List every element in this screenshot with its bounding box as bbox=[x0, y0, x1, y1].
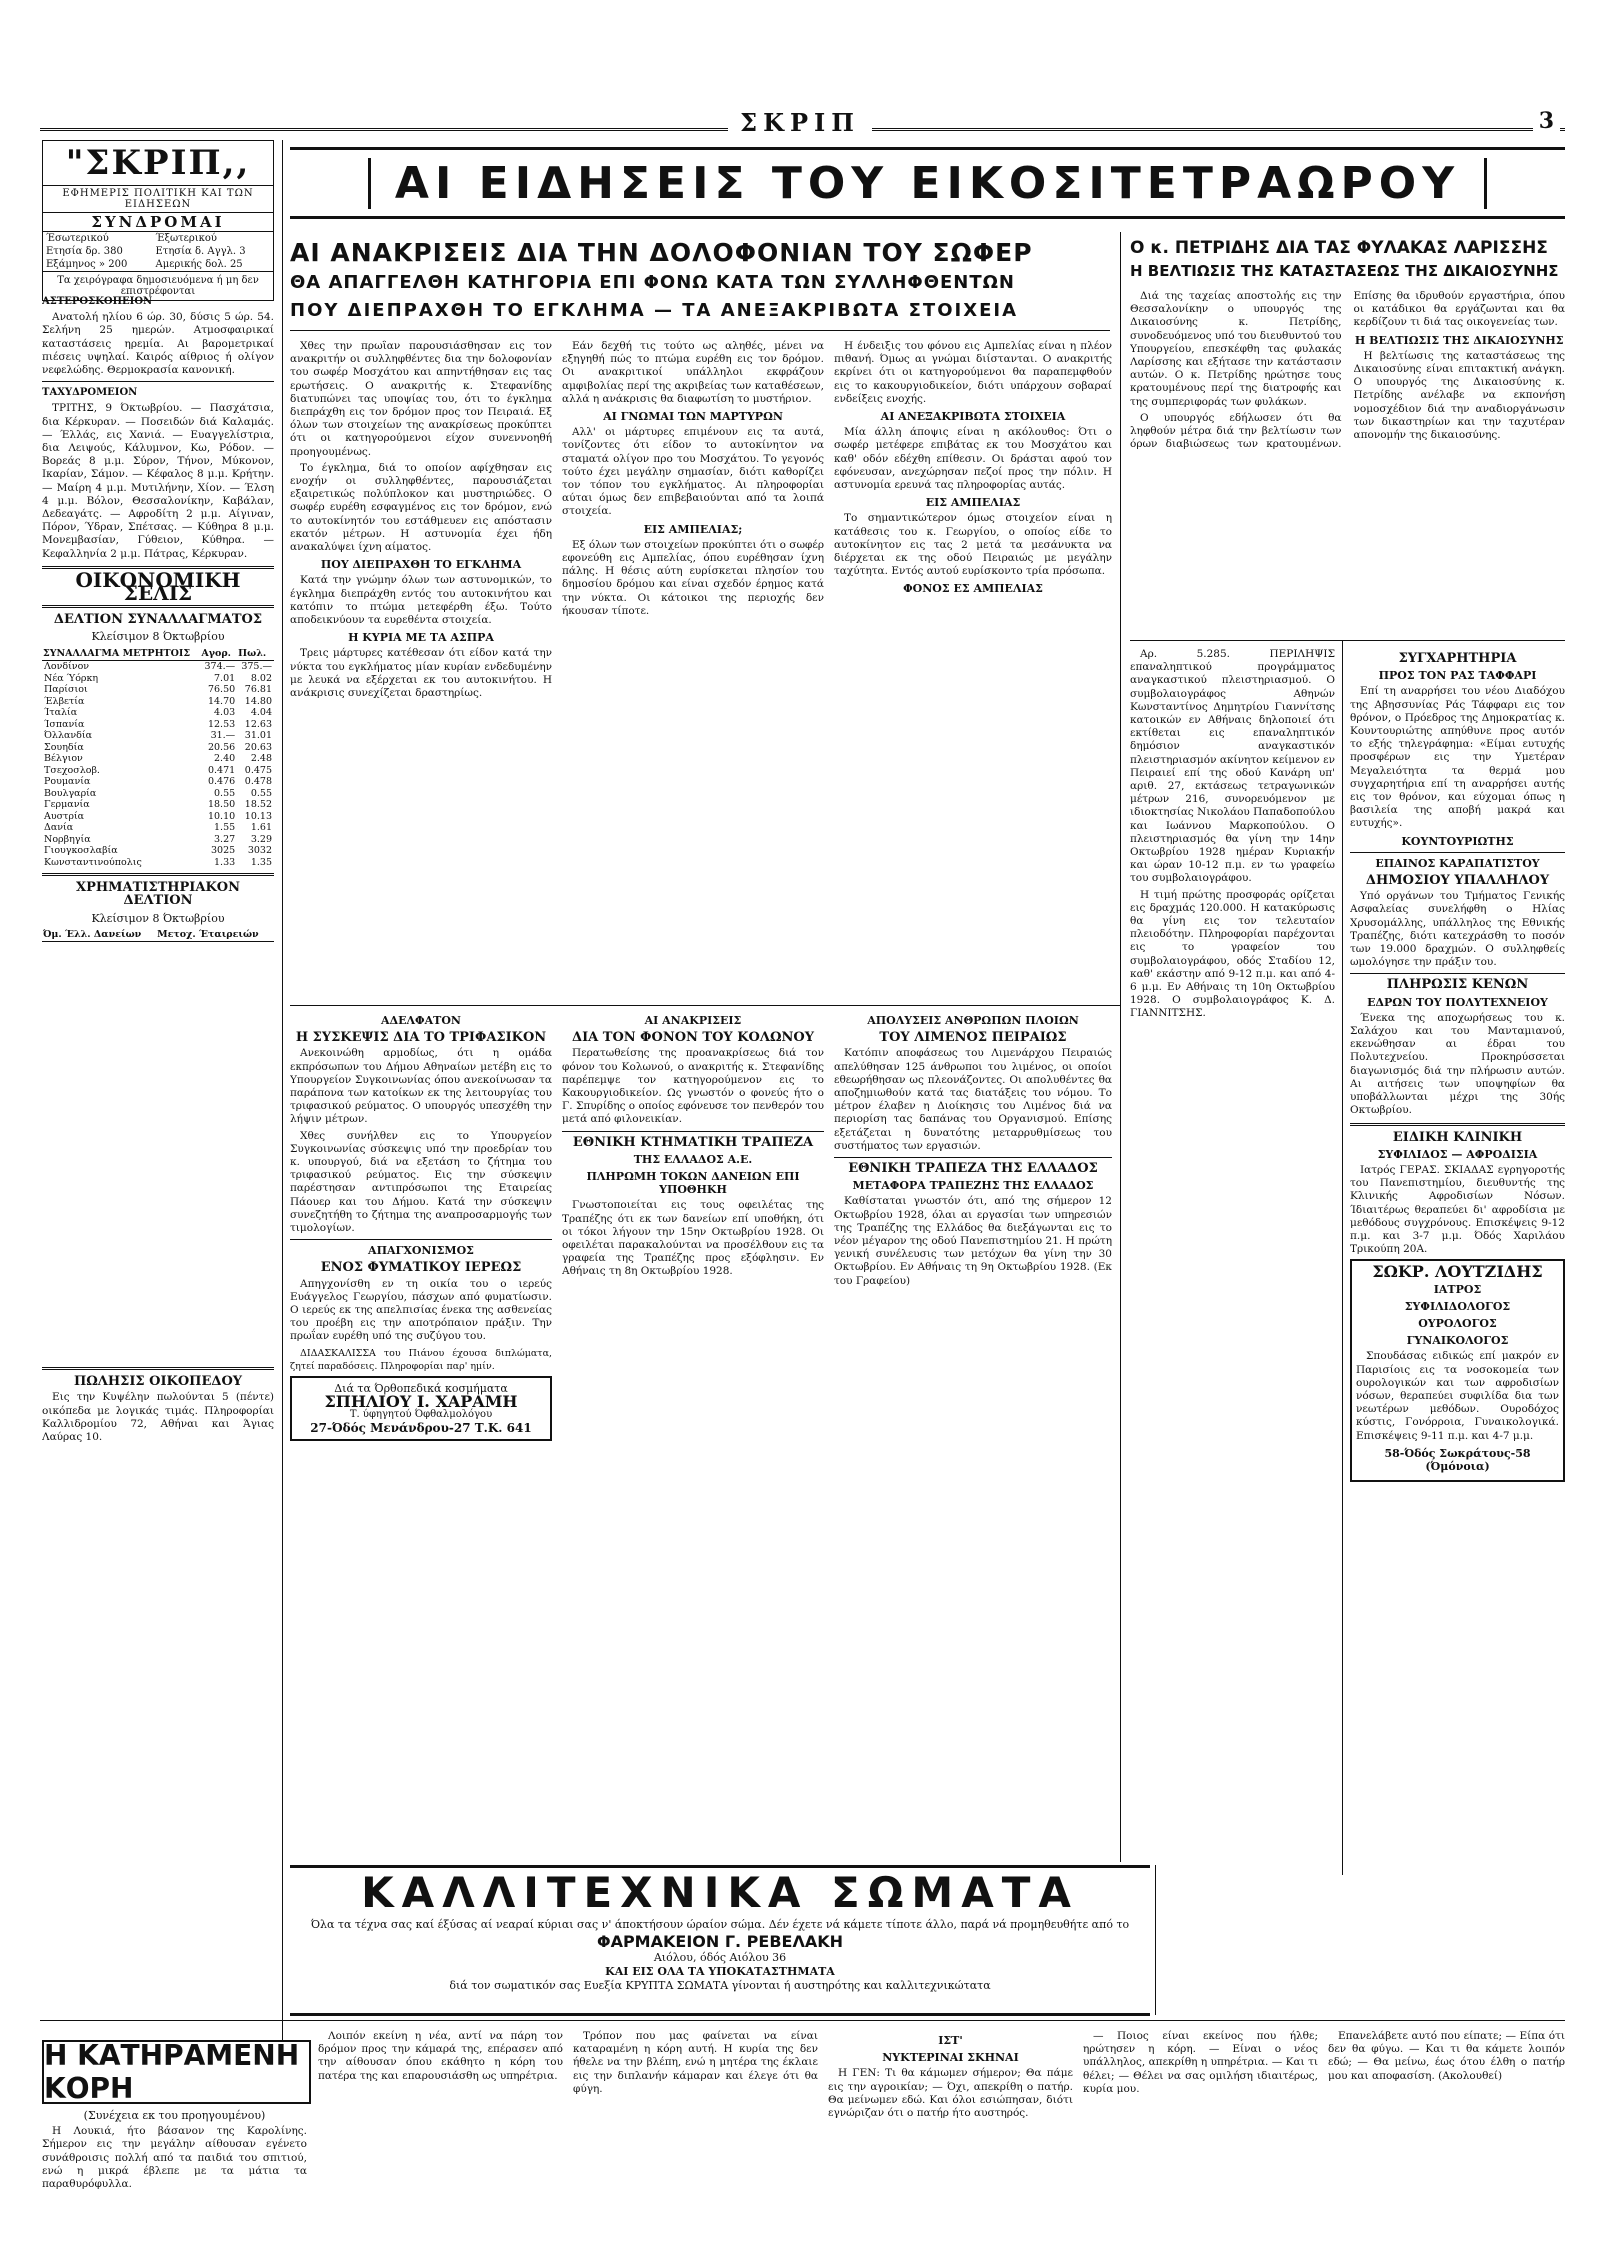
kleptis2-title-2: ΕΔΡΩΝ ΤΟΥ ΠΟΛΥΤΕΧΝΕΙΟΥ bbox=[1367, 995, 1548, 1009]
kolonou-title: ΔΙΑ ΤΟΝ ΦΟΝΟΝ ΤΟΥ ΚΟΛΩΝΟΥ bbox=[571, 1030, 815, 1046]
right-text-2: Ο υπουργός εδήλωσεν ότι θα ληφθούν μέτρα διά την βελτίωσιν των όρων διαβιώσεως των κρατουμένων. Επίσης θα ιδρυθούν εργαστήρια, όπου οι κατάδικοι θα εργάζωνται και θα κερδίζουν τι διά τας οικογενείας των. bbox=[1130, 290, 1565, 451]
exchange-title: ΔΕΛΤΙΟΝ ΣΥΝΑΛΛΑΓΜΑΤΟΣ bbox=[53, 612, 263, 628]
exchange-currency: Λονδίνον bbox=[44, 661, 90, 673]
kalli-pharmacy: ΦΑΡΜΑΚΕΙΟΝ Γ. ΡΕΒΕΛΑΚΗ bbox=[596, 1932, 844, 1951]
exchange-currency: Ίσπανία bbox=[44, 718, 85, 730]
exchange-currency: Νορβηγία bbox=[44, 833, 91, 845]
subscriptions-table bbox=[43, 232, 273, 271]
exchange-row bbox=[42, 684, 274, 696]
lead-text-3: Η ένδειξις του φόνου εις Αμπελίας είναι η πλέον πιθανή. Όμως αι γνώμαι διίστανται. Ο ανακριτής εκρίνει ότι οι κατηγορούμενοι θα παραπεμφθούν εις το κακουργιοδικείον, διότι υπάρχουν σοβαραί ενδείξεις ενοχής. bbox=[834, 340, 1112, 405]
plots-text: Εις την Κυψέλην πωλούνται 5 (πέντε) οικόπεδα με λογικάς τιμάς. Πληροφορίαι Καλλιδρομίου 72, Αθήναι και Άγιας Λαύρας 10. bbox=[42, 1391, 274, 1444]
kallitexnika-ad bbox=[290, 1865, 1150, 2016]
exchange-sell: 2.48 bbox=[250, 753, 272, 765]
exchange-sell: 0.475 bbox=[244, 764, 272, 776]
exchange-currency: Ίταλία bbox=[44, 707, 78, 719]
kleptis-title-2: ΔΗΜΟΣΙΟΥ ΥΠΑΛΛΗΛΟΥ bbox=[1365, 873, 1550, 889]
sub-row2-label: Εξάμηνος » 200 bbox=[46, 259, 128, 270]
ktimatiki-title-2: ΤΗΣ ΕΛΛΑΔΟΣ Α.Ε. bbox=[633, 1152, 753, 1166]
exchange-buy: 12.53 bbox=[207, 718, 236, 730]
serial-text-5: — Ποιος είναι εκείνος που ήλθε; ηρώτησεν η κόρη. — Είναι ο νέος υπάλληλος, απεκρίθη η υπηρέτρια. — Και τι θέλει; — Θέλει να σας ομιλήση ιδιαιτέρως, κυρία μου. bbox=[1083, 2030, 1318, 2095]
kalli-title: ΚΑΛΛΙΤΕΧΝΙΚΑ ΣΩΜΑΤΑ bbox=[361, 1868, 1079, 1917]
serial-text-6: Επανελάβετε αυτό που είπατε; — Είπα ότι δεν θα φύγω. — Και τι θα κάμετε λοιπόν εδώ; — Θα μείνω, έως ότου έλθη ο πατήρ μου και αποφασίση. (Ακολουθεί) bbox=[1328, 2030, 1565, 2082]
synharitiria-text: Επί τη αναρρήσει του νέου Διαδόχου της Αβησσυνίας Ράς Τάφφαρι εις τον θρόνον, ο Πρόεδρος της Δημοκρατίας κ. Κουντουριώτης απηύθυνε προς αυτόν το εξής τηλεγράφημα: «Είμαι ευτυχής προσφέρων εις την Υμετέραν Μεγαλειότητα τα θερμά μου συγχαρητήρια επί τη αναρρήσει αυτής εις τον θρόνον, και εύχομαι όπως η βασιλεία της αποβή μακρά και ευτυχής». bbox=[1350, 685, 1565, 830]
exchange-currency: Τσεχοσλοβ. bbox=[44, 764, 100, 776]
exchange-currency: Βουλγαρία bbox=[44, 787, 97, 799]
exchange-buy: 0.471 bbox=[207, 764, 236, 776]
serial-title: Η ΚΑΤΗΡΑΜΕΝΗ ΚΟΡΗ bbox=[42, 2040, 311, 2104]
doctor-address: 58-Όδός Σωκράτους-58 (Όμόνοια) bbox=[1384, 1446, 1531, 1473]
exchange-sell: 375.— bbox=[241, 661, 272, 673]
right-story bbox=[1130, 290, 1565, 635]
stock-title: ΧΡΗΜΑΤΙΣΤΗΡΙΑΚΟΝ ΔΕΛΤΙΟΝ bbox=[76, 880, 240, 909]
exchange-sell: 1.35 bbox=[250, 856, 272, 868]
exchange-buy: 1.33 bbox=[214, 856, 236, 868]
column-rule bbox=[282, 140, 283, 2040]
running-head: ΣΚΡΙΠ bbox=[0, 108, 1600, 137]
lead-text-1c: Κατά την γνώμην όλων των αστυνομικών, το έγκλημα διεπράχθη εντός του αυτοκινήτου και κατόπιν το πτώμα μετεφέρθη έξω. Τούτο αποδεικνύουν τα ευρεθέντα στοιχεία. bbox=[290, 574, 552, 627]
clinic-sub: ΣΥΦΙΛΙΔΟΣ — ΑΦΡΟΔΙΣΙΑ bbox=[1377, 1147, 1538, 1161]
exchange-sell: 76.81 bbox=[244, 684, 272, 696]
exchange-sell: 14.80 bbox=[244, 695, 272, 707]
lead-text-2b: Αλλ' οι μάρτυρες επιμένουν εις τα αυτά, τονίζοντες ότι είδον το αυτοκίνητον να σταματά ολίγον προ του Μοσχάτου. Το γεγονός τούτο έχει μεγάλην σημασίαν, διότι καθορίζει τον τόπον του εγκλήματος. Αι πληροφορίαι αύται όμως δεν επιβεβαιούνται από τα λοιπά στοιχεία. bbox=[562, 426, 824, 518]
trifasikon-title: Η ΣΥΣΚΕΨΙΣ ΔΙΑ ΤΟ ΤΡΙΦΑΣΙΚΟΝ bbox=[295, 1030, 547, 1046]
doctor-text: Σπουδάσας ειδικώς επί μακρόν εν Παρισίοις εις τα νοσοκομεία των ουρολογικών και των αφροδισίων νόσων, θεραπεύει συφιλίδα δια των νεωτέρων μεθόδων. Ουροδόχος κύστις, Γονόρροια, Γυναικολογικά. Επισκέψεις 9-11 π.μ. και 4-7 μ.μ. bbox=[1356, 1350, 1559, 1442]
exchange-currency: Όλλανδία bbox=[44, 730, 93, 742]
sub-witnesses: ΑΙ ΓΝΩΜΑΙ ΤΩΝ ΜΑΡΤΥΡΩΝ bbox=[603, 410, 783, 424]
exchange-sell: 10.13 bbox=[244, 810, 272, 822]
synharitiria-sub: ΠΡΟΣ ΤΟΝ ΡΑΣ ΤΑΦΦΑΡΙ bbox=[1378, 669, 1537, 683]
kalli-tail: διά τον σωματικόν σας Ευεξία ΚΡΥΠΤΑ ΣΩΜΑΤΑ γίνονται ή αυστηρότης και καλλιτεχνικώτατα bbox=[449, 1979, 991, 1992]
lead-text-1d: Τρεις μάρτυρες κατέθεσαν ότι είδον κατά την νύκτα του εγκλήματος μίαν κυρίαν ενδεδυμένην με λευκά να εξέρχεται εκ του αυτοκινήτου. Η ανάκρισις συνεχίζεται δραστηρίως. bbox=[290, 647, 552, 700]
exchange-currency: Ρουμανία bbox=[44, 776, 91, 788]
manuscripts-note: Τα χειρόγραφα δημοσιευόμενα ή μη δεν επιστρέφονται bbox=[43, 271, 273, 300]
ktimatiki-title-3: ΠΛΗΡΩΜΗ ΤΟΚΩΝ ΔΑΝΕΙΩΝ ΕΠΙ ΥΠΟΘΗΚΗ bbox=[586, 1170, 800, 1197]
exchange-row bbox=[42, 730, 274, 742]
exchange-buy: 4.03 bbox=[214, 707, 236, 719]
serial-text-1: Η Λουκιά, ήτο βάσανον της Καρολίνης. Σήμερον εις την μεγάλην αίθουσαν εγένετο συνάθροισις πολλή από τα παιδιά του σπιτιού, ενώ η μικρά έβλεπε με τα μάτια τα παραθυρόφυλλα. bbox=[42, 2125, 307, 2191]
sub-where: ΠΟΥ ΔΙΕΠΡΑΧΘΗ ΤΟ ΕΓΚΛΗΜΑ bbox=[320, 558, 522, 572]
banner-title: ΑΙ ΕΙΔΗΣΕΙΣ ΤΟΥ ΕΙΚΟΣΙΤΕΤΡΑΩΡΟΥ bbox=[368, 158, 1487, 209]
page-number: 3 bbox=[1533, 108, 1560, 134]
serial-intro: (Συνέχεια εκ του προηγουμένου) bbox=[83, 2109, 266, 2122]
lead-column-2 bbox=[562, 340, 824, 1000]
exchange-currency: Βέλγιον bbox=[44, 753, 83, 765]
orf-line-1: Διά τα Όρθοπεδικά κοσμήματα bbox=[334, 1382, 508, 1396]
ierews-text: Απηγχονίσθη εν τη οικία του ο ιερεύς Ευάγγελος Γεωργίου, πάσχων από φυματίωσιν. Ο ιερεύς εκ της απελπισίας ένεκα της ασθενείας του προέβη εις την αποτρόπαιον πράξιν. Την πρωΐαν ευρέθη υπό της συζύγου του. bbox=[290, 1277, 552, 1343]
right-rule bbox=[1130, 640, 1565, 641]
exchange-sell: 18.52 bbox=[244, 799, 272, 811]
exchange-row bbox=[42, 845, 274, 857]
night-title-1: ΙΣΤ' bbox=[938, 2034, 963, 2047]
exchange-buy: 20.56 bbox=[207, 741, 236, 753]
column-rule bbox=[1342, 640, 1343, 1875]
sub-lady: Η ΚΥΡΙΑ ΜΕ ΤΑ ΑΣΠΡΑ bbox=[348, 631, 494, 645]
lead-text-1b: Το έγκλημα, διά το οποίον αφίχθησαν εις ενοχήν οι συλληφθέντες, παρουσιάζεται εξαιρετικώς πολύπλοκον και μυστηριώδες. Ο σωφέρ ευρέθη εσφαγμένος εις τον δρόμον, ενώ το αυτοκίνητόν του εστάθμευεν εις απόστασιν εκατόν μέτρων. Η αστυνομία έχει ήδη ανακαλύψει ίχνη αίματος. bbox=[290, 461, 552, 554]
adelfaton-text: Ανεκοινώθη αρμοδίως, ότι η ομάδα εκπρόσωπων του Δήμου Αθηναίων μετέβη εις το Υπουργείον Συγκοινωνίας όπου ανεκοίνωσαν τα παράπονα των κατοίκων εκ της λειτουργίας του τριφασικού ρεύματος. Ο υπουργός υπεσχέθη την λήψιν μέτρων. bbox=[290, 1047, 552, 1126]
ethniki-text: Καθίσταται γνωστόν ότι, από της σήμερον 12 Οκτωβρίου 1928, όλαι αι εργασίαι των υπηρεσιών της Τραπέζης της Ελλάδος θα διεξάγωνται εις το νέον μέγαρον της οδού Πανεπιστημίου 21. Η πρώτη γενική συνέλευσις των μετόχων θα γίνη την 30 Οκτωβρίου. Εν Αθήναις τη 9η Οκτωβρίου 1928. (Εκ του Γραφείου) bbox=[834, 1195, 1112, 1287]
economy-title: ΟΙΚΟΝΟΜΙΚΗ ΣΕΛΙΣ bbox=[75, 567, 241, 606]
exchange-buy: 14.70 bbox=[207, 695, 236, 707]
sub-murder: ΦΟΝΟΣ ΕΣ ΑΜΠΕΛΙΑΣ bbox=[903, 582, 1043, 596]
serial-text-3: Τρόπον που μας φαίνεται να είναι καταραμένη η κόρη αυτή. Η κυρία της δεν ήθελε να την βλέπη, ενώ η μητέρα της έκλαιε εις την διπλανήν κάμαραν και έλεγε ότι θα φύγη. bbox=[573, 2030, 818, 2095]
exchange-buy: 76.50 bbox=[207, 684, 236, 696]
ethniki-title-2: ΜΕΤΑΦΟΡΑ ΤΡΑΠΕΖΗΣ ΤΗΣ ΕΛΛΑΔΟΣ bbox=[852, 1179, 1094, 1193]
weather-text: Ανατολή ηλίου 6 ώρ. 30, δύσις 5 ώρ. 54. Σελήνη 25 ημερών. Ατμοσφαιρικαί καταστάσεις ηρεμία. Αι βαρομετρικαί πιέσεις υψηλαί. Καιρός αίθριος ή ολίγον νεφελώδης. Θερμοκρασία κανονική. bbox=[42, 311, 274, 377]
exchange-buy: 7.01 bbox=[214, 672, 236, 684]
exchange-buy: 1.55 bbox=[214, 822, 236, 834]
legal-text-2: Η τιμή πρώτης προσφοράς ορίζεται εις δραχμάς 120.000. Η κατακύρωσις θα γίνη εις τον τελευταίον πλειοδότην. Πληροφορίαι παρέχονται εις το γραφείον του συμβολαιογράφου, οδός Σταδίου 12, καθ' εκάστην από 9-12 π.μ. και από 4-6 μ.μ. Εν Αθήναις τη 10η Οκτωβρίου 1928. Ο συμβολαιογράφος Κ. Δ. ΓΙΑΝΝΙΤΣΗΣ. bbox=[1130, 888, 1335, 1020]
exchange-row bbox=[42, 788, 274, 800]
exchange-row bbox=[42, 811, 274, 823]
exchange-buy: 2.40 bbox=[214, 753, 236, 765]
exchange-currency: Αυστρία bbox=[44, 810, 85, 822]
exchange-row bbox=[42, 707, 274, 719]
limenos-text: Κατόπιν αποφάσεως του Λιμενάρχου Πειραιώς απελύθησαν 125 άνθρωποι του λιμένος, οι οποίοι εθεωρήθησαν ως πλεονάζοντες. Οι απολυθέντες θα αποζημιωθούν κατά τας διατάξεις του νόμου. Το μέτρον έλαβεν η Διοίκησις του Λιμένος διά να περιορίση τας δαπάνας του Οργανισμού. Επίσης εξετάζεται η δυνατότης μεταρρυθμίσεως του συστήματος των εργασιών. bbox=[834, 1047, 1112, 1152]
exchange-sell: 12.63 bbox=[244, 718, 272, 730]
lead-headline-2: ΘΑ ΑΠΑΓΓΕΛΘΗ ΚΑΤΗΓΟΡΙΑ ΕΠΙ ΦΟΝΩ ΚΑΤΑ ΤΩΝ ΣΥΛΛΗΦΘΕΝΤΩΝ bbox=[290, 272, 1015, 293]
lead-column-3 bbox=[834, 340, 1112, 1000]
serial-column-6 bbox=[1328, 2030, 1565, 2245]
lead-text-2: Εάν δεχθή τις τούτο ως αληθές, μένει να εξηγηθή πώς το πτώμα ευρέθη εις τον δρόμον. Οι ανακριτικοί υπάλληλοι εκφράζουν αμφιβολίας περί της ακριβείας των καταθέσεων, αλλά η ανάκρισις θα διαφωτίση το μυστήριον. bbox=[562, 340, 824, 405]
exchange-head-2: Πωλ. bbox=[237, 647, 274, 661]
mid-column-1 bbox=[290, 1010, 552, 1860]
exchange-currency: Σουηδία bbox=[44, 741, 84, 753]
subscriptions-title: ΣΥΝΔΡΟΜΑΙ bbox=[43, 213, 273, 232]
kleptis2-title-1: ΠΛΗΡΩΣΙΣ ΚΕΝΩΝ bbox=[1386, 977, 1529, 993]
legal-text-1: Αρ. 5.285. ΠΕΡΙΛΗΨΙΣ επαναληπτικού προγράμματος αναγκαστικού πλειστηριασμού. Ο συμβολαιογράφος Αθηνών Κωνσταντίνος Δημητρίου Γιαννίτσης κατοικών εν Αθήναις δηλοποιεί ότι εκτίθεται εις επαναληπτικόν δημόσιον αναγκαστικόν πλειστηριασμόν ακίνητον κείμενον εν Πειραιεί επί της οδού Κανάρη υπ' αριθ. 27, εκτάσεως τετραγωνικών μέτρων 216, συνορευόμενον με ιδιοκτησίας Νικολάου Παπαδοπούλου και Ιωάννου Μαρκοπούλου. Ο πλειστηριασμός θα γίνη την 14ην Οκτωβρίου 1928 ημέραν Κυριακήν και ώραν 10-12 π.μ. εν τω γραφείω του συμβολαιογράφου. bbox=[1130, 648, 1335, 885]
exchange-table bbox=[42, 647, 274, 869]
col-domestic: Έσωτερικού bbox=[46, 233, 109, 244]
lead-column-1 bbox=[290, 340, 552, 1000]
ktimatiki-title-1: ΕΘΝΙΚΗ ΚΤΗΜΑΤΙΚΗ ΤΡΑΠΕΖΑ bbox=[572, 1134, 814, 1150]
exchange-row bbox=[42, 857, 274, 869]
stock-table bbox=[42, 928, 274, 943]
exchange-row bbox=[42, 776, 274, 788]
sub-row1-label: Ετησία δρ. 380 bbox=[46, 246, 123, 257]
plots-title: ΠΩΛΗΣΙΣ ΟΙΚΟΠΕΔΟΥ bbox=[73, 1374, 243, 1390]
exchange-row bbox=[42, 822, 274, 834]
doctor-spec-1: ΣΥΦΙΛΙΔΟΛΟΓΟΣ bbox=[1404, 1299, 1511, 1313]
night-title-2: ΝΥΚΤΕΡΙΝΑΙ ΣΚΗΝΑΙ bbox=[882, 2051, 1019, 2065]
stock-listing-area bbox=[42, 942, 274, 1362]
exchange-buy: 3.27 bbox=[214, 833, 236, 845]
exchange-currency: Νέα Ύόρκη bbox=[44, 672, 99, 684]
exchange-currency: Δανία bbox=[44, 822, 74, 834]
lead-headline-3: ΠΟΥ ΔΙΕΠΡΑΧΘΗ ΤΟ ΕΓΚΛΗΜΑ — ΤΑ ΑΝΕΞΑΚΡΙΒΩΤΑ ΣΤΟΙΧΕΙΑ bbox=[290, 300, 1019, 321]
exchange-row bbox=[42, 696, 274, 708]
exchange-sell: 20.63 bbox=[244, 741, 272, 753]
orthopedic-ad bbox=[290, 1376, 552, 1441]
exchange-buy: 10.10 bbox=[207, 810, 236, 822]
exchange-head-1: Αγορ. bbox=[200, 647, 237, 661]
serial-column-2 bbox=[318, 2030, 563, 2245]
exchange-sell: 3.29 bbox=[250, 833, 272, 845]
synharitiria-title: ΣΥΓΧΑΡΗΤΗΡΙΑ bbox=[1398, 651, 1517, 666]
column-rule bbox=[1155, 1865, 1156, 2015]
lead-text-3c: Το σημαντικώτερον όμως στοιχείον είναι η κατάθεσις του κ. Γεωργίου, ο οποίος είδε το αυτοκίνητον εις τας 2 μετά τα μεσάνυκτα να διέρχεται εκ της οδού Πειραιώς με μεγάλην ταχύτητα. Εντός αυτού ευρίσκοντο τρία πρόσωπα. bbox=[834, 512, 1112, 578]
right-sub: Η ΒΕΛΤΙΩΣΙΣ ΤΗΣ ΔΙΚΑΙΟΣΥΝΗΣ bbox=[1354, 333, 1564, 347]
exchange-sell: 4.04 bbox=[250, 707, 272, 719]
exchange-row bbox=[42, 753, 274, 765]
kleptis-title-1: ΕΠΑΙΝΟΣ ΚΑΡΑΠΑΤΙΣΤΟΥ bbox=[1375, 856, 1540, 870]
limenos-title-1: ΑΠΟΛΥΣΕΙΣ ΑΝΘΡΩΠΩΝ ΠΛΟΙΩΝ bbox=[867, 1014, 1079, 1027]
doctor-ad bbox=[1350, 1259, 1565, 1482]
exchange-row bbox=[42, 673, 274, 685]
exchange-sell: 0.478 bbox=[244, 776, 272, 788]
kountouriotis-title: ΚΟΥΝΤΟΥΡΙΩΤΗΣ bbox=[1401, 834, 1514, 848]
ierews-title-2: ΕΝΟΣ ΦΥΜΑΤΙΚΟΥ ΙΕΡΕΩΣ bbox=[320, 1260, 522, 1276]
sub-ampelies-2: ΕΙΣ ΑΜΠΕΛΙΑΣ bbox=[925, 496, 1021, 510]
exchange-sell: 8.02 bbox=[250, 672, 272, 684]
exchange-head-0: ΣΥΝΑΛΛΑΓΜΑ ΜΕΤΡΗΤΟΙΣ bbox=[42, 647, 200, 661]
exchange-sell: 3032 bbox=[247, 845, 272, 857]
sub-row1-value: Ετησία δ. Αγγλ. 3 bbox=[155, 246, 246, 257]
lead-text-2c: Εξ όλων των στοιχείων προκύπτει ότι ο σωφέρ εφονεύθη εις Αμπελίας, όπου ευρέθησαν ίχνη πάλης. Η θέσις αύτη ευρίσκεται πλησίον του δημοσίου δρόμου και είναι σχεδόν έρημος κατά την νύκτα. Οι κάτοικοι της περιοχής δεν ήκουσαν τίποτε. bbox=[562, 538, 824, 617]
exchange-row bbox=[42, 661, 274, 673]
newspaper-logo: "ΣΚΡΙΠ,, bbox=[43, 141, 273, 186]
exchange-currency: Έλβετία bbox=[44, 695, 85, 707]
orf-line-2: ΣΠΗΛΙΟΥ Ι. ΧΑΡΑΜΗ bbox=[324, 1392, 518, 1412]
right-headline-1: Ο κ. ΠΕΤΡΙΔΗΣ ΔΙΑ ΤΑΣ ΦΥΛΑΚΑΣ ΛΑΡΙΣΣΗΣ bbox=[1130, 238, 1548, 258]
exchange-row bbox=[42, 719, 274, 731]
left-column bbox=[42, 292, 274, 2032]
sub-unclear: ΑΙ ΑΝΕΞΑΚΡΙΒΩΤΑ ΣΤΟΙΧΕΙΑ bbox=[880, 410, 1066, 424]
serial-column-4 bbox=[828, 2030, 1073, 2245]
stock-head-1: Μετοχ. Έταιρειών bbox=[156, 928, 274, 942]
newspaper-subtitle: ΕΦΗΜΕΡΙΣ ΠΟΛΙΤΙΚΗ ΚΑΙ ΤΩΝ ΕΙΔΗΣΕΩΝ bbox=[43, 186, 273, 213]
exchange-currency: Κωνσταντινούπολις bbox=[44, 856, 142, 868]
anakriseis-title: ΑΙ ΑΝΑΚΡΙΣΕΙΣ bbox=[644, 1014, 742, 1027]
exchange-currency: Παρίσιοι bbox=[44, 684, 88, 696]
exchange-buy: 18.50 bbox=[207, 799, 236, 811]
kalli-note: ΚΑΙ ΕΙΣ ΟΛΑ ΤΑ ΥΠΟΚΑΤΑΣΤΗΜΑΤΑ bbox=[605, 1965, 835, 1978]
exchange-currency: Γιουγκοσλαβία bbox=[44, 845, 118, 857]
kleptis2-text: Ένεκα της αποχωρήσεως του κ. Σαλάχου και του Μανταμιανού, εκενώθησαν αι έδραι του Πολυτεχνείου. Προκηρύσσεται διαγωνισμός διά την πλήρωσιν αυτών. Αι αιτήσεις των υποψηφίων θα υποβάλλωνται μέχρι της 30ής Οκτωβρίου. bbox=[1350, 1011, 1565, 1117]
exchange-buy: 374.— bbox=[204, 661, 236, 673]
serial-column-5 bbox=[1083, 2030, 1318, 2245]
serial-text-2: Λοιπόν εκείνη η νέα, αντί να πάρη τον δρόμον προς την κάμαρά της, επέρασεν από την αίθουσαν όπου εκάθητο η κόρη του πατέρα της και επαρουσιάσθη ως υπηρέτρια. bbox=[318, 2030, 563, 2082]
orf-line-4: 27-Όδός Μενάνδρου-27 Τ.Κ. 641 bbox=[310, 1420, 532, 1435]
far-right-column bbox=[1350, 648, 1565, 1858]
ierews-title-1: ΑΠΑΓΧΟΝΙΣΜΟΣ bbox=[368, 1244, 474, 1258]
trifasikon-text: Χθες συνήλθεν εις το Υπουργείον Συγκοινωνίας σύσκεψις υπό την προεδρίαν του κ. υπουργού, διά να εξετάση το ζήτημα του τριφασικού ρεύματος. Εις την σύσκεψιν παρέστησαν αντιπρόσωποι της Εταιρείας Πάουερ και του Δήμου. Κατά την σύσκεψιν συνεζητήθη το ζήτημα της αναπροσαρμογής των τιμολογίων. bbox=[290, 1129, 552, 1235]
kalli-address: Αιόλου, όδός Αιόλου 36 bbox=[653, 1951, 787, 1964]
exchange-currency: Γερμανία bbox=[44, 799, 90, 811]
kleptis-text: Υπό οργάνων του Τμήματος Γενικής Ασφαλείας συνελήφθη ο Ηλίας Χρυσομάλλης, υπάλληλος της Εθνικής Τραπέζης, διότι κατεχράσθη το ποσόν των 19.000 δραχμών. Ο συλληφθείς ωμολόγησε την πράξιν του. bbox=[1350, 890, 1565, 969]
doctor-name: ΣΩΚΡ. ΛΟΥΤΖΙΔΗΣ bbox=[1372, 1262, 1543, 1282]
serial-rule bbox=[40, 2020, 1565, 2021]
exchange-date: Κλείσιμον 8 Όκτωβρίου bbox=[91, 630, 225, 644]
right-headline-2: Η ΒΕΛΤΙΩΣΙΣ ΤΗΣ ΚΑΤΑΣΤΑΣΕΩΣ ΤΗΣ ΔΙΚΑΙΟΣΥΝΗΣ bbox=[1130, 262, 1559, 280]
stock-date: Κλείσιμον 8 Όκτωβρίου bbox=[91, 911, 225, 925]
exchange-sell: 1.61 bbox=[250, 822, 272, 834]
masthead-box bbox=[42, 140, 274, 301]
doctor-role: ΙΑΤΡΟΣ bbox=[1433, 1282, 1482, 1296]
lead-rule bbox=[290, 330, 1110, 331]
lead-text-1: Χθες την πρωΐαν παρουσιάσθησαν εις τον ανακριτήν οι συλληφθέντες δια την δολοφονίαν του σωφέρ Μοσχάτου και απηντήθησαν εις τας ερωτήσεις. Ο ανακριτής κ. Στεφανίδης διατυπώνει τας υποψίας του, ότι το έγκλημα διεπράχθη εις τον δρόμον προς τον Πειραιά. Εξ όλων των στοιχείων της ανακρίσεως προκύπτει ότι οι κατηγορούμενοι είχον συνεννοηθή προηγουμένως. bbox=[290, 340, 552, 458]
right-text-3: Η βελτίωσις της καταστάσεως της Δικαιοσύνης είναι επιτακτική ανάγκη. Ο υπουργός της Δικαιοσύνης κ. Πετρίδης ανέλαβε να εκπονήση νομοσχέδιον διά την αναδιοργάνωσιν των δικαστηρίων και την ταχυτέραν απονομήν της δικαιοσύνης. bbox=[1353, 349, 1565, 442]
post-text: ΤΡΙΤΗΣ, 9 Όκτωβρίου. — Πασχάτσια, δια Κέρκυραν. — Ποσειδών διά Καλαμάς. — Έλλάς, εις Χανιά. — Ευαγγελίστρια, δια Λειψούς, Κάλυμνον, Κω, Ρόδον. — Βορεάς 8 μ.μ. Σύρον, Τήνον, Μύκονον, Ικαρίαν, Σάμον. — Κέφαλος 8 μ.μ. Κρήτην. — Μαίρη 4 μ.μ. Μυτιλήνην, Χίον. — Έλση 4 μ.μ. Βόλον, Θεσσαλονίκην, Καβάλαν, Δεδεαγάτς. — Αφροδίτη 2 μ.μ. Αίγιναν, Πόρον, Ύδραν, Σπέτσας. — Κύθηρα 8 μ.μ. Μονεμβασίαν, Γύθειον, Κύθηρα. — Κεφαλληνία 2 μ.μ. Πάτρας, Κέρκυραν. bbox=[42, 402, 274, 560]
exchange-row bbox=[42, 765, 274, 777]
ethniki-title-1: ΕΘΝΙΚΗ ΤΡΑΠΕΖΑ ΤΗΣ ΕΛΛΑΔΟΣ bbox=[848, 1161, 1098, 1177]
exchange-sell: 0.55 bbox=[250, 787, 272, 799]
exchange-row bbox=[42, 799, 274, 811]
main-banner bbox=[290, 147, 1565, 219]
sub-row2-value: Αμερικής δολ. 25 bbox=[155, 259, 243, 270]
exchange-buy: 0.476 bbox=[207, 776, 236, 788]
limenos-title-2: ΤΟΥ ΛΙΜΕΝΟΣ ΠΕΙΡΑΙΩΣ bbox=[879, 1030, 1067, 1046]
legal-notice-column bbox=[1130, 648, 1335, 1858]
exchange-buy: 0.55 bbox=[214, 787, 236, 799]
mid-rule bbox=[290, 1005, 1120, 1006]
exchange-row bbox=[42, 834, 274, 846]
serial-text-4: Η ΓΕΝ: Τι θα κάμωμεν σήμερον; Θα πάμε εις την αγροικίαν; — Όχι, απεκρίθη ο πατήρ. Θα μείνωμεν εδώ. Και όλοι εσιώπησαν, διότι εγνώριζαν ότι ο πατήρ ήτο αυστηρός. bbox=[828, 2067, 1073, 2120]
column-rule bbox=[1120, 232, 1121, 1862]
serial-column-3 bbox=[573, 2030, 818, 2245]
clinic-title: ΕΙΔΙΚΗ ΚΛΙΝΙΚΗ bbox=[1392, 1129, 1523, 1145]
clinic-text: Ιατρός ΓΕΡΑΣ. ΣΚΙΑΔΑΣ εγρηγοροτής του Πανεπιστημίου, διευθυντής της Κλινικής Αφροδισίων Νόσων. Ίδιαιτέρως θεραπεύει δι' αφροδίσια με μεθόδους συγχρόνους. Επισκέψεις 9-12 π.μ. και 3-7 μ.μ. Όδός Χαριλάου Τρικούπη 20Α. bbox=[1350, 1163, 1565, 1256]
right-text-1: Διά της ταχείας αποστολής εις την Θεσσαλονίκην ο υπουργός της Δικαιοσύνης κ. Πετρίδης, συνοδευόμενος υπό του διευθυντού του Υπουργείου, επεσκέφθη τας φυλακάς Λαρίσσης και εξήτασε την κατάστασιν αυτών. Ο κ. Πετρίδης ηρώτησε τους κρατουμένους περί της διατροφής και της συμπεριφοράς των φυλάκων. bbox=[1130, 290, 1342, 408]
mid-column-2 bbox=[562, 1010, 824, 1860]
lead-text-3b: Μία άλλη άποψις είναι η ακόλουθος: Ότι ο σωφέρ μετέφερε επιβάτας εκ του Μοσχάτου και καθ' οδόν εδέχθη επίθεσιν. Οι δράσται αφού τον εφόνευσαν, ανεχώρησαν πεζοί προς την πόλιν. Η αστυνομία ερευνά τας πληροφορίας αυτάς. bbox=[834, 426, 1112, 492]
kalli-body: Όλα τα τέχνα σας καί έξύσας αί νεαραί κύριαι σας ν' άποκτήσουν ώραίον σώμα. Δέν έχετε νά κάμετε τίποτε άλλο, παρά νά προμηθευθήτε από το bbox=[310, 1918, 1130, 1931]
sub-ampelies: ΕΙΣ ΑΜΠΕΛΙΑΣ; bbox=[643, 522, 743, 536]
adelfaton-title: ΑΔΕΛΦΑΤΟΝ bbox=[381, 1014, 461, 1027]
doctor-spec-2: ΟΥΡΟΛΟΓΟΣ bbox=[1418, 1316, 1497, 1330]
didaskalissa-ad: ΔΙΔΑΣΚΑΛΙΣΣΑ του Πιάνου έχουσα διπλώματα, ζητεί παραδόσεις. Πληροφορίαι παρ' ημίν. bbox=[290, 1347, 552, 1372]
exchange-row bbox=[42, 742, 274, 754]
col-foreign: Έξωτερικού bbox=[155, 233, 218, 244]
lead-headline-1: ΑΙ ΑΝΑΚΡΙΣΕΙΣ ΔΙΑ ΤΗΝ ΔΟΛΟΦΟΝΙΑΝ ΤΟΥ ΣΩΦΕΡ bbox=[290, 238, 1033, 267]
ktimatiki-text: Γνωστοποιείται εις τους οφειλέτας της Τραπέζης ότι εκ των δανείων επί υποθήκη, ότι οι τόκοι λήγουν την 15ην Οκτωβρίου 1928. Οι οφειλέται παρακαλούνται να προσέλθουν εις τα γραφεία της Τραπέζης προς εξόφλησιν. Εν Αθήναις τη 8η Οκτωβρίου 1928. bbox=[562, 1199, 824, 1278]
kolonou-text: Περατωθείσης της προανακρίσεως διά τον φόνον του Κολωνού, ο ανακριτής κ. Στεφανίδης παρέπεμψε τον κατηγορούμενον εις το Κακουργιοδικείον. Ως γνωστόν ο φονεύς ήτο ο Γ. Σπυρίδης ο οποίος εφόνευσε τον πενθερόν του μετά από φιλονεικίαν. bbox=[562, 1047, 824, 1126]
mid-column-3 bbox=[834, 1010, 1112, 1860]
exchange-buy: 31.— bbox=[210, 730, 236, 742]
orf-line-3: Τ. ύφηγητού Όφθαλμολόγου bbox=[349, 1409, 493, 1421]
doctor-spec-3: ΓΥΝΑΙΚΟΛΟΓΟΣ bbox=[1406, 1334, 1509, 1348]
serial-column-1 bbox=[42, 2105, 307, 2245]
exchange-sell: 31.01 bbox=[244, 730, 272, 742]
stock-head-0: Όμ. Έλλ. Δανείων bbox=[42, 928, 156, 942]
post-title: ΤΑΧΥΔΡΟΜΕΙΟΝ bbox=[42, 387, 138, 399]
weather-title: ΑΣΤΕΡΟΣΚΟΠΕΙΟΝ bbox=[42, 296, 153, 307]
exchange-buy: 3025 bbox=[210, 845, 236, 857]
